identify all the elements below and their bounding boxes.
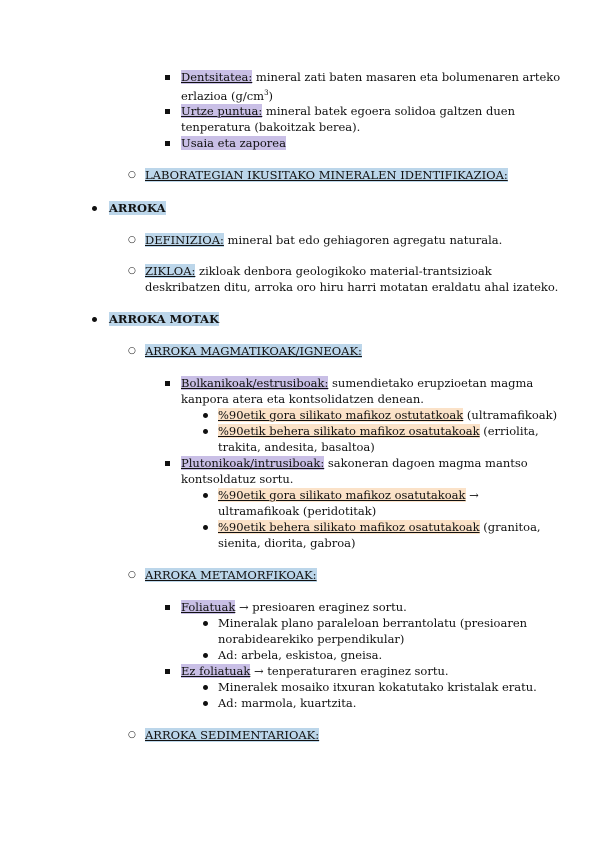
list-item-melting (181, 103, 515, 119)
plutonic-sub-2: %90etik behera silikato mafikoz osatutakoak (granitoa, (218, 520, 541, 534)
density-sup: 3 (264, 89, 269, 97)
bullet-square-icon (165, 669, 170, 674)
smell-term: Usaia eta zaporea (181, 136, 286, 150)
bullet-dot-icon (203, 621, 208, 626)
bullet-square-icon (165, 381, 170, 386)
bullet-dot-icon (203, 413, 208, 418)
bullet-dot-icon (203, 493, 208, 498)
plutonic-sub-2-cont: sienita, diorita, gabroa) (218, 536, 356, 550)
melting-text-2: tenperatura (bakoitzak berea). (181, 120, 361, 134)
bullet-square-icon (165, 605, 170, 610)
foliated-sub-1-cont: norabidearekiko perpendikular) (218, 632, 405, 646)
bullet-dot-icon (203, 685, 208, 690)
plutonic-sub-1: %90etik gora silikato mafikoz osatutakoak → (218, 488, 479, 502)
bullet-circle-icon: ○ (128, 235, 136, 245)
melting-text: mineral batek egoera solidoa galtzen duen (262, 104, 515, 118)
list-item-smell (181, 135, 286, 151)
cycle-line-cont: deskribatzen ditu, arroka oro hiru harri motatan eraldatu ahal izateko. (145, 280, 559, 294)
plutonic-term: Plutonikoak/intrusiboak: (181, 456, 325, 470)
nonfoliated-term: Ez foliatuak (181, 664, 251, 678)
bullet-dot-icon (92, 206, 97, 211)
nonfoliated-sub-1: Mineralek mosaiko itxuran kokatutako kristalak eratu. (218, 680, 537, 694)
section-heading-motak: ARROKA MOTAK (109, 312, 220, 326)
density-text: mineral zati baten masaren eta bolumenaren arteko (252, 70, 561, 84)
cycle-text: zikloak denbora geologikoko material-trantsizioak (195, 264, 492, 278)
bullet-dot-icon (203, 525, 208, 530)
bullet-square-icon (165, 141, 170, 146)
bullet-circle-icon: ○ (128, 266, 136, 276)
definition-line (145, 232, 502, 248)
bullet-square-icon (165, 109, 170, 114)
density-text-end: ) (268, 88, 274, 103)
section-heading-arroka: ARROKA (109, 201, 166, 215)
cycle-term: ZIKLOA: (145, 264, 196, 278)
bullet-square-icon (165, 461, 170, 466)
list-item-melting-cont (181, 119, 360, 135)
lab-heading: LABORATEGIAN IKUSITAKO MINERALEN IDENTIFIKAZIOA: (145, 168, 508, 182)
foliated-line: Foliatuak → presioaren eraginez sortu. (181, 600, 407, 614)
nonfoliated-line: Ez foliatuak → tenperaturaren eraginez sortu. (181, 664, 449, 678)
volcanic-sub-2-cont: trakita, andesita, basaltoa) (218, 440, 375, 454)
volcanic-line-cont: kanpora atera eta kontsolidatzen denean. (181, 392, 424, 406)
list-item-density-cont (181, 85, 273, 104)
density-text-2: erlazioa (g/cm (181, 88, 265, 103)
plutonic-line-cont: kontsoldatuz sortu. (181, 472, 294, 486)
bullet-dot-icon (92, 317, 97, 322)
definition-text: mineral bat edo gehiagoren agregatu naturala. (223, 233, 503, 247)
foliated-term: Foliatuak (181, 600, 236, 614)
density-term: Dentsitatea: (181, 70, 253, 84)
foliated-sub-1: Mineralak plano paraleloan berrantolatu (presioaren (218, 616, 528, 630)
bullet-circle-icon: ○ (128, 570, 136, 580)
volcanic-sub-1: %90etik gora silikato mafikoz ostutatkoak (ultramafikoak) (218, 408, 558, 422)
bullet-dot-icon (203, 429, 208, 434)
bullet-circle-icon: ○ (128, 170, 136, 180)
metamorphic-heading: ARROKA METAMORFIKOAK: (145, 568, 317, 582)
list-item-density (181, 69, 560, 85)
melting-term: Urtze puntua: (181, 104, 263, 118)
bullet-square-icon (165, 75, 170, 80)
nonfoliated-sub-2: Ad: marmola, kuartzita. (218, 696, 357, 710)
magmatic-heading: ARROKA MAGMATIKOAK/IGNEOAK: (145, 344, 362, 358)
bullet-dot-icon (203, 701, 208, 706)
bullet-circle-icon: ○ (128, 730, 136, 740)
sedimentary-heading: ARROKA SEDIMENTARIOAK: (145, 728, 320, 742)
cycle-line (145, 263, 492, 279)
plutonic-line: Plutonikoak/intrusiboak: sakoneran dagoen magma mantso (181, 456, 528, 470)
volcanic-term: Bolkanikoak/estrusiboak: (181, 376, 329, 390)
definition-term: DEFINIZIOA: (145, 233, 224, 247)
plutonic-sub-1-cont: ultramafikoak (peridotitak) (218, 504, 377, 518)
volcanic-line: Bolkanikoak/estrusiboak: sumendietako erupzioetan magma (181, 376, 534, 390)
bullet-circle-icon: ○ (128, 346, 136, 356)
volcanic-sub-2: %90etik behera silikato mafikoz osatutakoak (erriolita, (218, 424, 539, 438)
bullet-dot-icon (203, 653, 208, 658)
foliated-sub-2: Ad: arbela, eskistoa, gneisa. (218, 648, 383, 662)
